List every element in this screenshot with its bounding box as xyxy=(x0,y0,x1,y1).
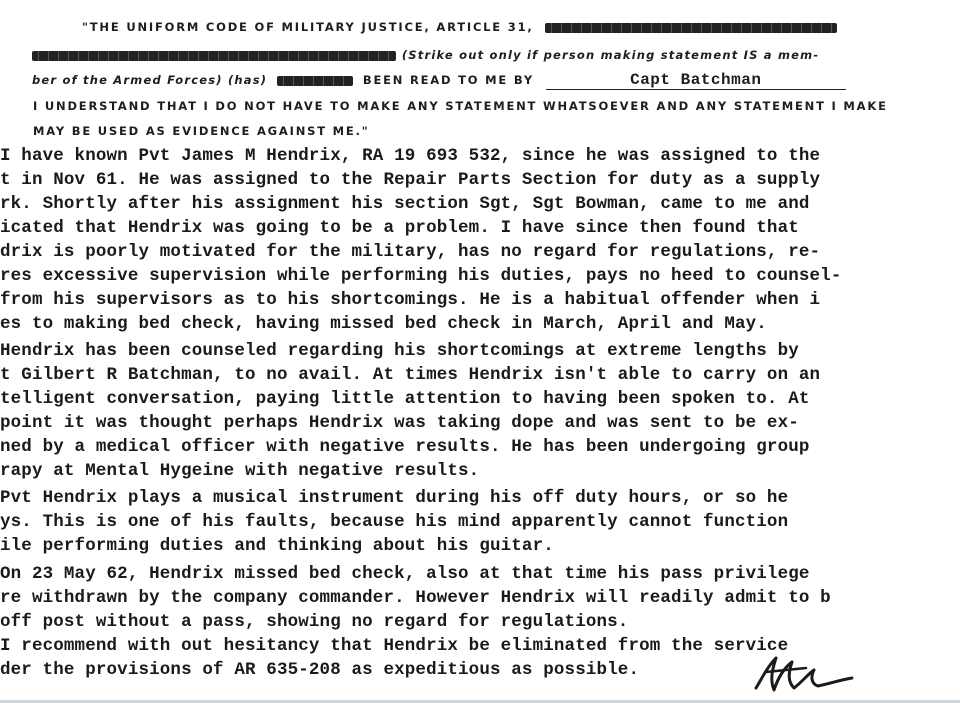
body-line: der the provisions of AR 635-208 as expeditious as possible. xyxy=(0,660,640,680)
struck-out-text xyxy=(545,23,837,33)
body-line: from his supervisors as to his shortcomings. He is a habitual offender when i xyxy=(0,290,821,310)
struck-out-text xyxy=(32,51,396,61)
body-line: res excessive supervision while performing his duties, pays no heed to counsel- xyxy=(0,266,842,286)
body-line: On 23 May 62, Hendrix missed bed check, also at that time his pass privilege xyxy=(0,564,810,584)
body-line: ned by a medical officer with negative results. He has been undergoing group xyxy=(0,437,810,457)
body-line: point it was thought perhaps Hendrix was taking dope and was sent to be ex- xyxy=(0,413,799,433)
read-by-field: Capt Batchman xyxy=(546,71,846,90)
body-line: t in Nov 61. He was assigned to the Repair Parts Section for duty as a supply xyxy=(0,170,821,190)
header-line-5: MAY BE USED AS EVIDENCE AGAINST ME." xyxy=(33,124,370,138)
body-line: Pvt Hendrix plays a musical instrument during his off duty hours, or so he xyxy=(0,488,789,508)
body-line: Hendrix has been counseled regarding his shortcomings at extreme lengths by xyxy=(0,341,799,361)
body-line: I recommend with out hesitancy that Hendrix be eliminated from the service xyxy=(0,636,789,656)
header-line-3-italic: ber of the Armed Forces) (has) xyxy=(32,73,268,87)
body-line: off post without a pass, showing no regard for regulations. xyxy=(0,612,629,632)
body-line: rk. Shortly after his assignment his section Sgt, Sgt Bowman, came to me and xyxy=(0,194,810,214)
body-line: ile performing duties and thinking about his guitar. xyxy=(0,536,554,556)
body-line: telligent conversation, paying little attention to having been spoken to. At xyxy=(0,389,810,409)
body-line: es to making bed check, having missed bed check in March, April and May. xyxy=(0,314,767,334)
struck-out-text xyxy=(277,76,353,86)
header-line-2-text: (Strike out only if person making statement IS a mem- xyxy=(401,48,820,62)
body-line: ys. This is one of his faults, because his mind apparently cannot function xyxy=(0,512,789,532)
body-line: re withdrawn by the company commander. However Hendrix will readily admit to b xyxy=(0,588,831,608)
body-line: rapy at Mental Hygeine with negative results. xyxy=(0,461,480,481)
header-line-1-text: "THE UNIFORM CODE OF MILITARY JUSTICE, ARTICLE 31, xyxy=(82,20,534,34)
body-line: drix is poorly motivated for the military, has no regard for regulations, re- xyxy=(0,242,821,262)
body-line: icated that Hendrix was going to be a problem. I have since then found that xyxy=(0,218,799,238)
header-line-3 xyxy=(32,71,846,90)
handwritten-signature xyxy=(748,648,858,696)
body-line: I have known Pvt James M Hendrix, RA 19 693 532, since he was assigned to the xyxy=(0,146,821,166)
header-line-3-text: BEEN READ TO ME BY xyxy=(362,73,534,87)
body-line: t Gilbert R Batchman, to no avail. At times Hendrix isn't able to carry on an xyxy=(0,365,821,385)
header-line-2 xyxy=(32,48,819,62)
header-line-4: I UNDERSTAND THAT I DO NOT HAVE TO MAKE ANY STATEMENT WHATSOEVER AND ANY STATEMENT I MAKE xyxy=(33,99,888,113)
header-line-1 xyxy=(82,20,837,34)
